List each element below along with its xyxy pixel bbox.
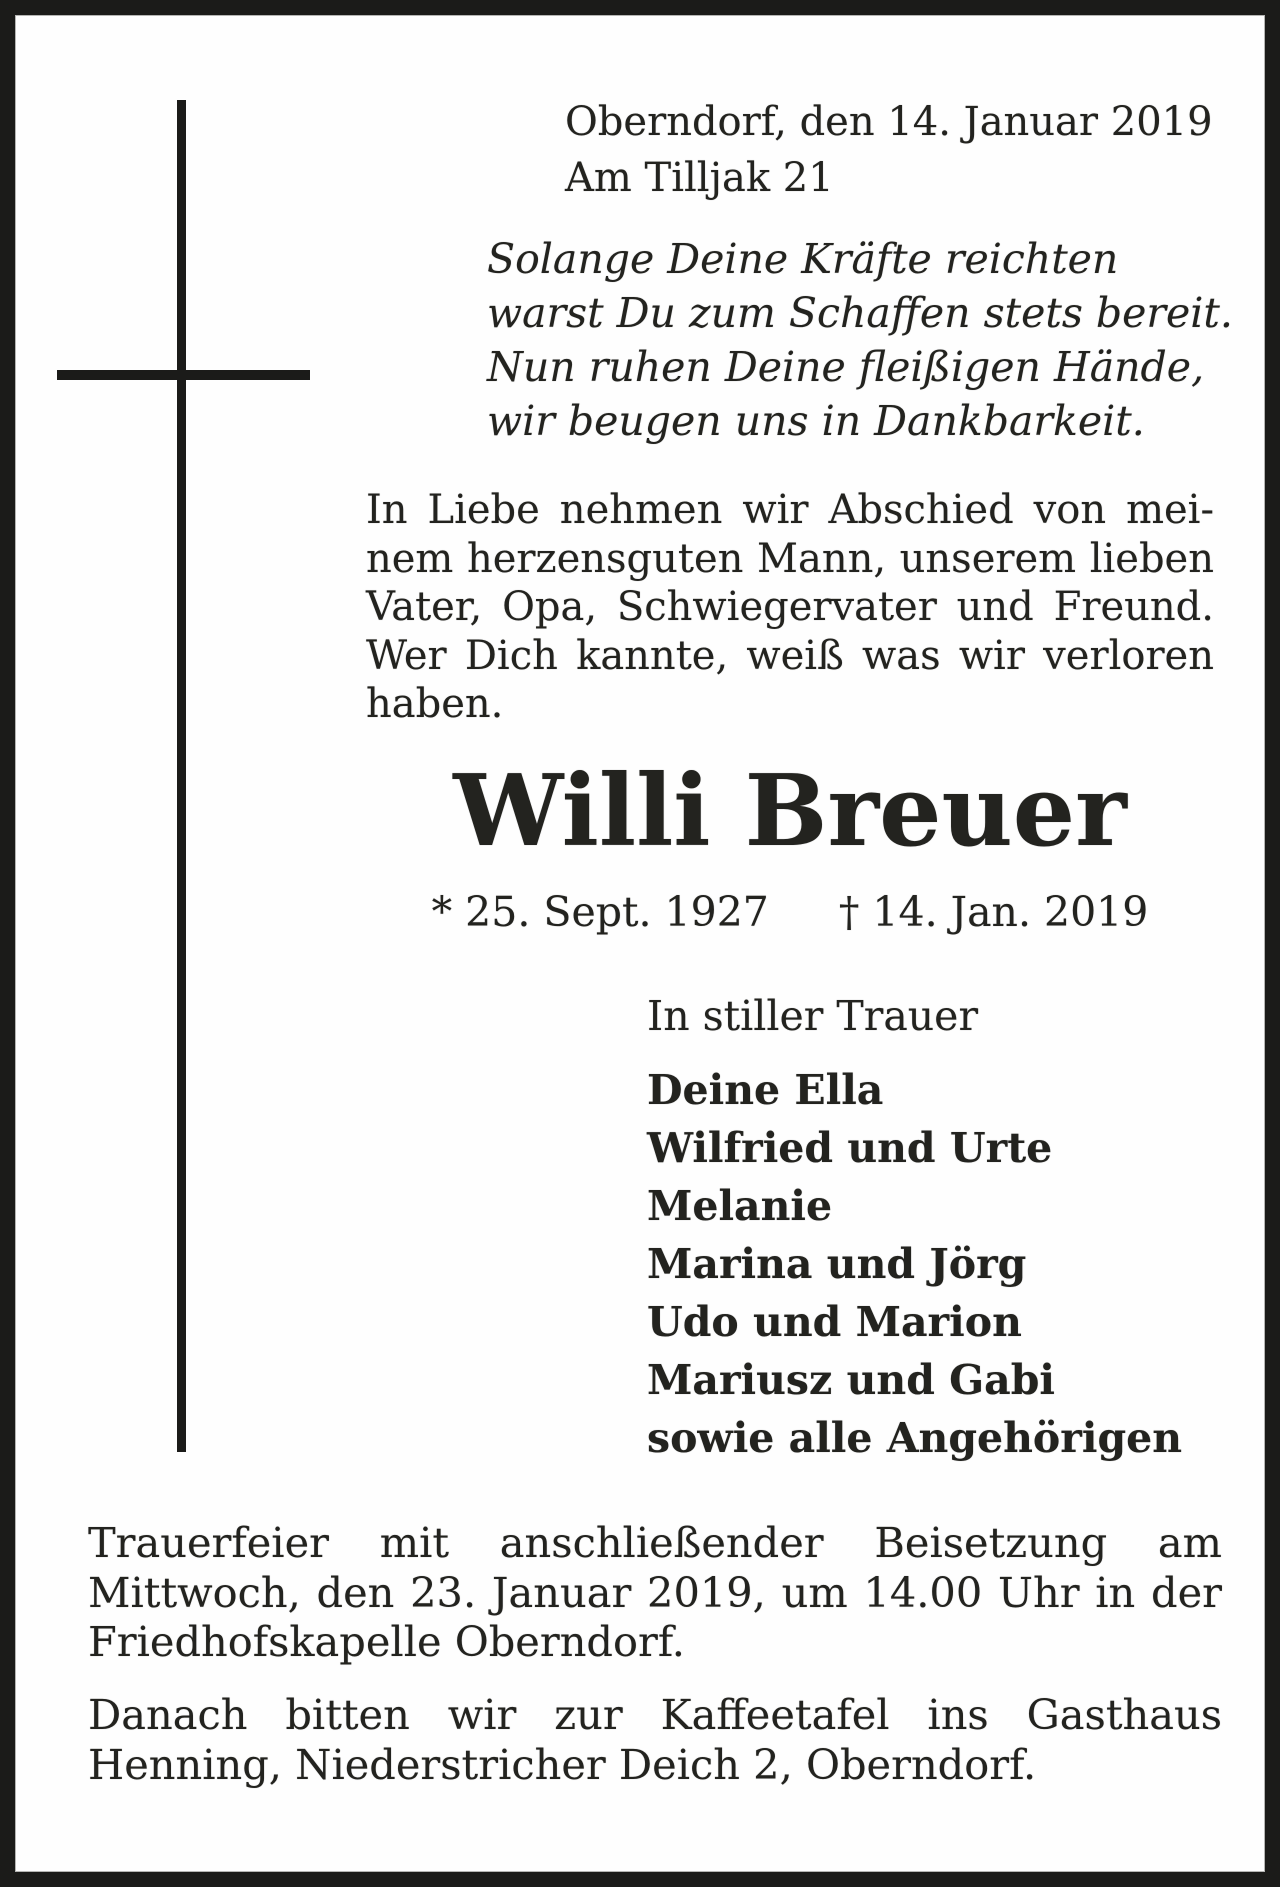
reception-info-line: Danach bitten wir zur Kaffeetafel ins Gasthaus xyxy=(88,1690,1222,1739)
funeral-info-line: Friedhofskapelle Oberndorf. xyxy=(88,1617,685,1666)
cross-vertical-bar xyxy=(177,100,186,1452)
reception-info-line: Henning, Niederstricher Deich 2, Oberndorf. xyxy=(88,1739,1037,1789)
mourner-name: Melanie xyxy=(647,1182,833,1230)
mourner-name: sowie alle Angehörigen xyxy=(647,1414,1183,1462)
mourners-list xyxy=(647,1061,1182,1467)
deceased-name: Willi Breuer xyxy=(453,754,1127,869)
dateline-street: Am Tilljak 21 xyxy=(565,155,834,201)
farewell-paragraph xyxy=(366,486,1214,729)
cross-horizontal-bar xyxy=(57,370,310,380)
verse-line: wir beugen uns in Dankbarkeit. xyxy=(487,397,1145,445)
farewell-line: haben. xyxy=(366,681,504,727)
death-date: † 14. Jan. 2019 xyxy=(838,888,1149,936)
funeral-info-line: Trauerfeier mit anschließender Beisetzung am xyxy=(88,1518,1222,1567)
life-dates xyxy=(366,888,1214,936)
reception-info-paragraph xyxy=(88,1690,1222,1789)
funeral-info-line: Mittwoch, den 23. Januar 2019, um 14.00 Uhr in der xyxy=(88,1567,1222,1617)
funeral-info-paragraph xyxy=(88,1518,1222,1667)
mourning-block xyxy=(647,988,1182,1467)
dateline-location-date: Oberndorf, den 14. Januar 2019 xyxy=(565,99,1213,145)
mourner-name: Deine Ella xyxy=(647,1066,884,1114)
mourner-name: Marina und Jörg xyxy=(647,1240,1027,1288)
memorial-verse xyxy=(487,232,1233,448)
farewell-line: Wer Dich kannte, weiß was wir verloren xyxy=(366,632,1214,679)
verse-line: warst Du zum Schaffen stets bereit. xyxy=(487,289,1233,337)
verse-line: Nun ruhen Deine fleißigen Hände, xyxy=(487,343,1205,391)
dateline xyxy=(565,94,1213,206)
birth-date: * 25. Sept. 1927 xyxy=(431,888,769,936)
verse-line: Solange Deine Kräfte reichten xyxy=(487,235,1119,283)
farewell-line: Vater, Opa, Schwiegervater und Freund. xyxy=(366,584,1214,630)
mourner-name: Mariusz und Gabi xyxy=(647,1356,1055,1404)
farewell-line: In Liebe nehmen wir Abschied von mei- xyxy=(366,487,1214,533)
mourner-name: Udo und Marion xyxy=(647,1298,1022,1346)
farewell-line: nem herzensguten Mann, unserem lieben xyxy=(366,535,1214,582)
mourner-name: Wilfried und Urte xyxy=(647,1124,1053,1172)
mourning-heading: In stiller Trauer xyxy=(647,992,979,1040)
